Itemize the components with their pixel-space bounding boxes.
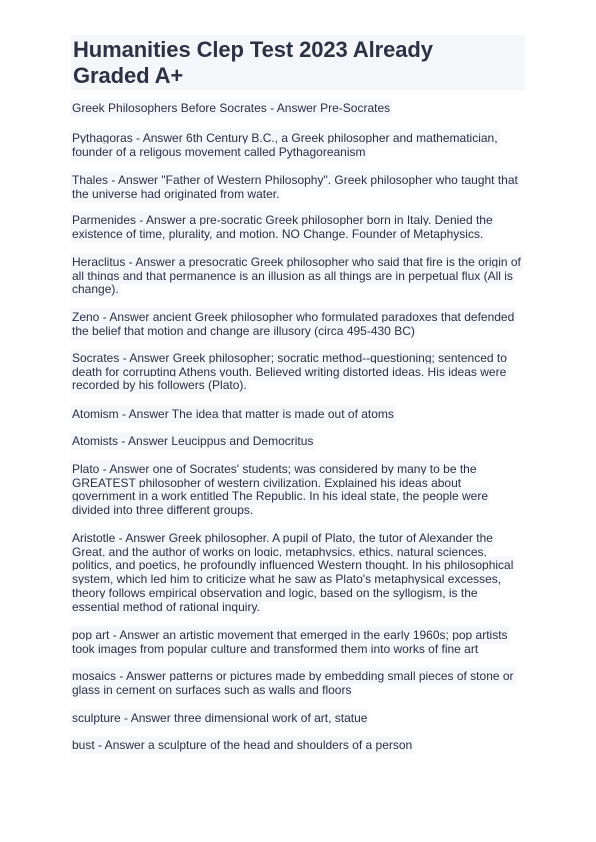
entry-line: essential method of rational inquiry.: [72, 599, 260, 614]
answer-entry: [72, 629, 508, 656]
answer-entry: [72, 311, 514, 338]
entry-line: politics, and poetics, he profoundly influenced Western thought. In his philosophical: [72, 558, 514, 573]
entry-line: Parmenides - Answer a pre-socratic Greek philosopher born in Italy. Denied the: [72, 213, 493, 227]
entry-line: the universe had originated from water.: [72, 186, 280, 201]
answer-entry: [72, 435, 313, 449]
answer-entry: [72, 463, 488, 518]
answer-entry: [72, 174, 518, 201]
entry-line: bust - Answer a sculpture of the head and shoulders of a person: [72, 738, 413, 752]
answer-entry: [72, 532, 513, 614]
answer-entry: [72, 408, 394, 422]
entry-line: sculpture - Answer three dimensional work of art, statue: [72, 711, 368, 725]
page-title: [73, 37, 433, 89]
entry-line: government in a work entitled The Republic. In his ideal state, the people were: [72, 489, 489, 504]
entry-line: recorded by his followers (Plato).: [72, 378, 247, 393]
entry-line: glass in cement on surfaces such as walls and floors: [72, 682, 352, 697]
answer-entry: [72, 132, 498, 159]
title-line: Graded A+: [73, 63, 184, 88]
entry-line: Heraclitus - Answer a presocratic Greek philosopher who said that fire is the origin of: [72, 255, 521, 269]
entry-line: pop art - Answer an artistic movement that emerged in the early 1960s; pop artists: [72, 628, 508, 642]
answer-entry: [72, 739, 412, 753]
entry-line: Atomists - Answer Leucippus and Democritus: [72, 434, 314, 448]
entry-line: Zeno - Answer ancient Greek philosopher who formulated paradoxes that defended: [72, 310, 515, 324]
answer-entry: [72, 670, 514, 697]
answer-entry: [72, 712, 367, 726]
entry-line: Pythagoras - Answer 6th Century B.C., a Greek philosopher and mathematician,: [72, 131, 498, 145]
entry-line: GREATEST philosopher of western civilization. Explained his ideas about: [72, 475, 462, 490]
answer-entry: [72, 102, 390, 116]
answer-entry: [72, 214, 493, 241]
answer-entry: [72, 256, 521, 297]
entry-line: Aristotle - Answer Greek philosopher. A pupil of Plato, the tutor of Alexander the: [72, 531, 493, 545]
title-line: Humanities Clep Test 2023 Already: [73, 37, 433, 62]
entry-line: theory follows empirical observation and logic, based on the syllogism, is the: [72, 585, 478, 600]
entry-line: mosaics - Answer patterns or pictures made by embedding small pieces of stone or: [72, 669, 514, 683]
entry-line: took images from popular culture and transformed them into works of fine art: [72, 641, 479, 656]
entry-line: Great, and the author of works on logic, metaphysics, ethics, natural sciences,: [72, 544, 487, 559]
entry-line: change).: [72, 282, 119, 297]
entry-line: Socrates - Answer Greek philosopher; socratic method--questioning; sentenced to: [72, 351, 507, 365]
entry-line: Greek Philosophers Before Socrates - Answer Pre-Socrates: [72, 101, 391, 115]
entry-line: Thales - Answer "Father of Western Philosophy". Greek philosopher who taught that: [72, 173, 518, 187]
entry-line: all things and that permanence is an illusion as all things are in perpetual flux (All is: [72, 268, 513, 283]
entry-line: divided into three different groups.: [72, 503, 254, 518]
entry-line: founder of a religous movement called Pythagoreanism: [72, 144, 366, 159]
title-banner: [71, 35, 525, 90]
entry-line: existence of time, plurality, and motion. NO Change. Founder of Metaphysics.: [72, 226, 484, 241]
entry-line: the belief that motion and change are illusory (circa 495-430 BC): [72, 323, 415, 338]
entry-line: Atomism - Answer The idea that matter is made out of atoms: [72, 407, 394, 421]
entry-line: system, which led him to criticize what he saw as Plato's metaphysical excesses,: [72, 572, 502, 587]
entry-line: Plato - Answer one of Socrates' students; was considered by many to be the: [72, 462, 477, 476]
answer-entry: [72, 352, 507, 393]
entry-line: death for corrupting Athens youth. Believed writing distorted ideas. His ideas were: [72, 364, 507, 379]
